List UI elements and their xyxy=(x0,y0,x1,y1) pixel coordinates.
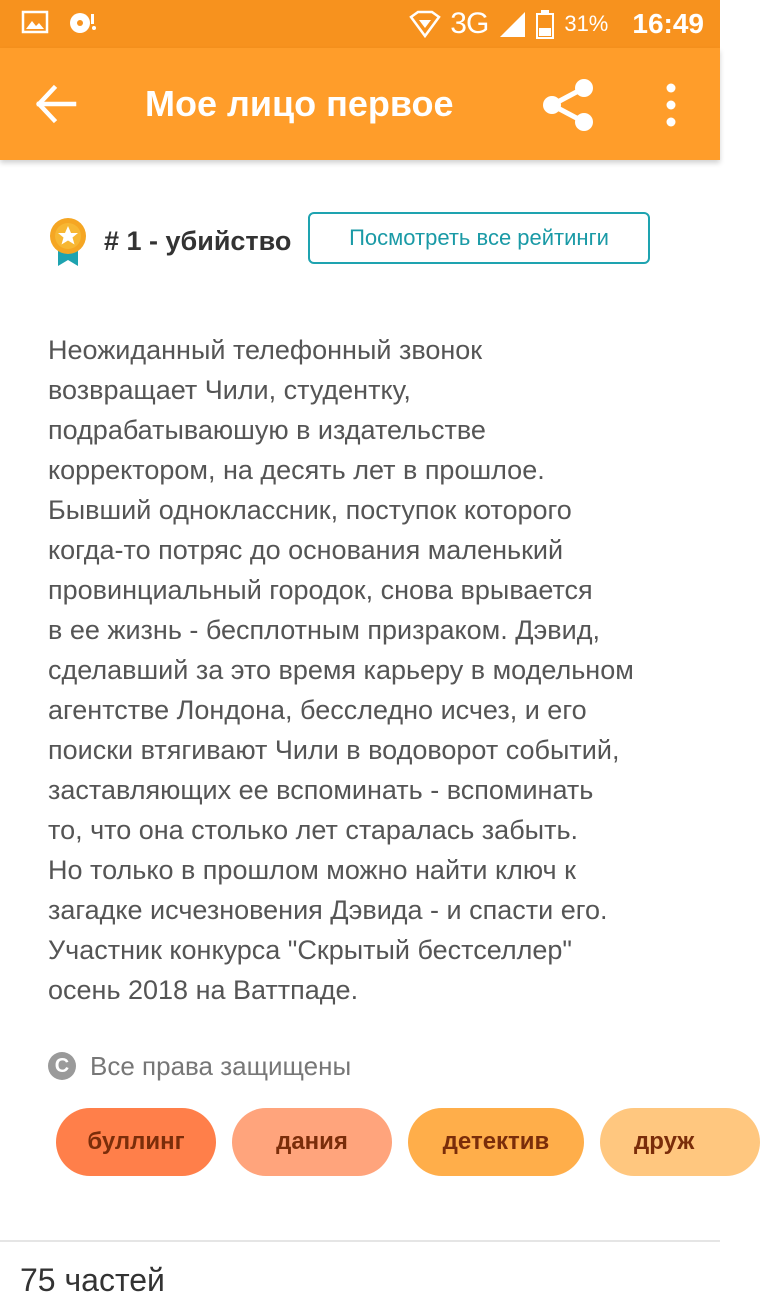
battery-percent: 31% xyxy=(564,11,609,36)
description-line: подрабатываюшую в издательстве xyxy=(48,415,486,445)
description-line: Но только в прошлом можно найти ключ к xyxy=(48,855,576,885)
description-line: заставляющих ее вспоминать - вспоминать xyxy=(48,775,594,805)
view-all-rankings-button[interactable]: Посмотреть все рейтинги xyxy=(308,212,650,264)
divider xyxy=(0,1240,720,1242)
story-title: Мое лицо первое xyxy=(145,83,454,124)
back-arrow-icon[interactable] xyxy=(34,82,78,126)
more-options-icon[interactable] xyxy=(656,80,686,130)
tag-chip[interactable]: буллинг xyxy=(56,1108,216,1176)
network-type: 3G xyxy=(450,7,489,40)
description-line: корректором, на десять лет в прошлое. xyxy=(48,455,545,485)
description-line: сделавший за это время карьеру в модельном xyxy=(48,655,634,685)
ranking-row xyxy=(48,212,668,270)
parts-count[interactable]: 75 частей xyxy=(20,1262,165,1298)
media-notification-icon xyxy=(68,10,98,36)
description-line: осень 2018 на Ваттпаде. xyxy=(48,975,359,1005)
description-line: Бывший одноклассник, поступок которого xyxy=(48,495,572,525)
share-icon[interactable] xyxy=(540,78,596,132)
signal-icon xyxy=(498,10,526,38)
gallery-notification-icon xyxy=(22,10,48,34)
clock: 16:49 xyxy=(632,8,704,39)
tag-chip[interactable]: друж xyxy=(600,1108,760,1176)
description-line: агентстве Лондона, бесследно исчез, и его xyxy=(48,695,587,725)
battery-icon xyxy=(536,9,554,39)
ranking-label: # 1 - убийство xyxy=(104,226,292,256)
copyright-text: Все права защищены xyxy=(90,1050,352,1081)
description-line: то, что она столько лет старалась забыть. xyxy=(48,815,579,845)
description-line: провинциальный городок, снова врывается xyxy=(48,575,593,605)
description-line: возвращает Чили, студентку, xyxy=(48,375,411,405)
story-description xyxy=(48,330,688,1010)
tag-list xyxy=(56,1108,695,1176)
tag-chip[interactable]: детектив xyxy=(408,1108,584,1176)
status-bar xyxy=(0,0,720,48)
wifi-icon xyxy=(410,11,440,37)
description-line: загадке исчезновения Дэвида - и спасти его. xyxy=(48,895,608,925)
description-line: Участник конкурса "Скрытый бестселлер" xyxy=(48,935,572,965)
medal-icon xyxy=(48,216,88,268)
copyright-notice xyxy=(48,1046,351,1086)
description-line: в ее жизнь - бесплотным призраком. Дэвид, xyxy=(48,615,600,645)
description-line: поиски втягивают Чили в водоворот событий, xyxy=(48,735,620,765)
description-line: Неожиданный телефонный звонок xyxy=(48,335,483,365)
tag-chip[interactable]: дания xyxy=(232,1108,392,1176)
description-line: когда-то потряс до основания маленький xyxy=(48,535,564,565)
copyright-icon: C xyxy=(48,1052,76,1080)
app-bar xyxy=(0,48,720,160)
